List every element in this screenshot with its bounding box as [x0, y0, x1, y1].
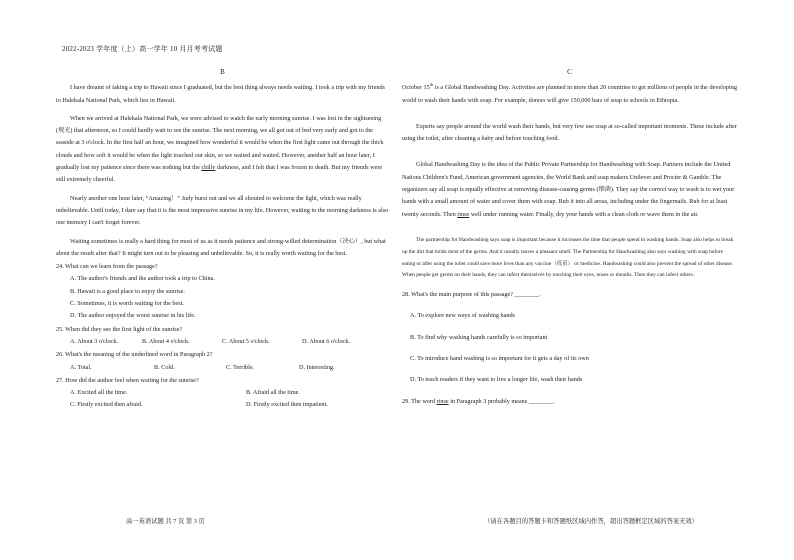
option: C. To introduce hand washing is so important for it gets a day of its own — [410, 355, 589, 363]
option: A. The author's friends and the author took a trip to China. — [70, 275, 215, 283]
passage-b-column — [56, 66, 389, 412]
exam-header: 2022-2023 学年度（上）高一学年 10 月月考考试题 — [62, 45, 223, 53]
passage-c-column — [402, 66, 737, 408]
option: D. About 6 o'clock. — [302, 337, 351, 345]
passage-b-paragraph-4: Waiting sometimes is really a hard thing for most of us as it needs patience and strong-willed determination（决心）, but what about the result after that? It might turn out to be pleasing and unbelievable. So, it is really worth waiting for the best. — [56, 237, 386, 257]
question-stem: 28. What's the main purpose of this passage? ________. — [402, 291, 541, 299]
question-27 — [56, 375, 389, 412]
question-stem: 29. The word rinse in Paragraph 3 probably means ________. — [402, 397, 556, 405]
passage-b-label: B — [220, 68, 225, 76]
question-29 — [402, 396, 737, 408]
option: D. Firstly excited then impatient. — [246, 401, 328, 409]
option: A. To explore new ways of washing hands — [410, 312, 515, 320]
option: B. Hawaii is a good place to enjoy the sunrise. — [70, 287, 185, 295]
option: C. Terrible. — [226, 363, 255, 371]
option: B. Afraid all the time. — [246, 389, 300, 397]
question-stem: 27. How did the author feel when waiting for the sunrise? — [56, 376, 199, 384]
page-footer-right: （请在各题目的答题卡和答题纸区域内作答，超出答题框定区域的答案无效） — [484, 518, 699, 525]
passage-c-paragraph-3: Global Handwashing Day is the idea of the Public Private Partnership for Handwashing with Soap. Partners include the United Nations Children's Fund, American government agencies, the World Bank and soap makers Unilever and Procter & Gamble. The organizers say all soap is equally effective at removing disease-causing germs (细菌). They say the correct way to wash is to wet your hands with a small amount of water and cover them with soap. Rub it into all areas, including under the fingernails. Rub for at least twenty seconds. Then rinse well under running water. Finally, dry your hands with a clean cloth or wave them in the air. — [402, 161, 735, 218]
option: B. About 4 o'clock. — [142, 337, 190, 345]
passage-c-paragraph-2: Experts say people around the world wash their hands, but very few use soap at so-called important moments. These include after using the toilet, after cleaning a baby and before touching food. — [402, 122, 737, 143]
question-24 — [56, 261, 389, 322]
page-footer-left: 高一英语试题 共 7 页 第 3 页 — [126, 518, 205, 525]
passage-b-paragraph-3: Nearly another one hour later, “Amazing！” Judy burst out and we all shouted to welcome the light, which was really unbelievable. Until today, I dare say that it is the most impressive sunrise in my life. However, waiting in the morning darkness is also one memory I can't forget forever. — [56, 194, 389, 227]
question-28 — [402, 289, 737, 386]
passage-c-paragraph-1: October 15th is a Global Handwashing Day. Activities are planned in more than 20 countries to get millions of people in the developing world to wash their hands with soap. For example, donors will give 150,000 bars of soap to schools in Ethiopia. — [402, 82, 737, 104]
passage-c-paragraph-4: The partnership for Handwashing says soap is important because it increases the time that people spend in washing hands. Soap also helps to break up the dirt that holds most of the germs. And it usually leaves a pleasant smell. The Partnership for Handwashing also says washing with soap before eating or after using the toilet could save more lives than any vaccine（疫苗） or medicine. Handwashing could also prevent the spread of other disease. When people get germs on their hands, they can infect themselves by touching their eyes, noses or mouths. Then they can infect others. — [402, 236, 734, 279]
option: A. Excited all the time. — [70, 389, 128, 397]
question-stem: 24. What can we learn from the passage? — [56, 263, 158, 271]
option: A. About 3 o'clock. — [70, 337, 119, 345]
passage-c-label: C — [567, 68, 572, 76]
option: A. Total. — [70, 363, 92, 371]
option: D. The author enjoyed the worst sunrise in his life. — [70, 312, 196, 320]
option: D. Interesting. — [299, 363, 335, 371]
option: C. About 5 o'clock. — [222, 337, 270, 345]
option: C. Sometimes, it is worth waiting for the best. — [70, 300, 184, 308]
question-stem: 25. When did they see the first light of the sunrise? — [56, 325, 183, 333]
question-26 — [56, 349, 389, 374]
question-stem: 26. What's the meaning of the underlined word in Paragraph 2? — [56, 351, 213, 359]
passage-b-paragraph-2: When we arrived at Halekala National Park, we were advised to watch the early morning sunrise. I was lost in the sightseeing (观光) that afternoon, so I could hardly wait to see the sunrise. The next morning, we all got out of bed very early and got to the seaside at 3 o'clock. In the first half an hour, we imagined how wonderful it would be when the first light came out through the thick clouds and how soft it would be when the light touched our skin, so we waited and waited. However, another half an hour later, I gradually lost my patience since there was nothing but the chilly darkness, and I felt that I was frozen to death. But my friends were still extremely cheerful. — [56, 114, 384, 184]
option: B. To find why washing hands carefully is so important — [410, 333, 548, 341]
question-25 — [56, 324, 389, 349]
option: C. Firstly excited then afraid. — [70, 401, 143, 409]
passage-b-paragraph-1: I have dreamt of taking a trip to Hawaii since I graduated, but the best thing always needs waiting. I took a trip with my friends to Halekala National Park, which lies in Hawaii. — [56, 84, 385, 104]
option: B. Cold. — [154, 363, 175, 371]
underlined-word-rinse: rinse — [457, 210, 470, 218]
option: D. To teach readers if they want to live a longer life, wash their hands — [410, 376, 583, 384]
underlined-word-chilly: chilly — [201, 164, 216, 172]
